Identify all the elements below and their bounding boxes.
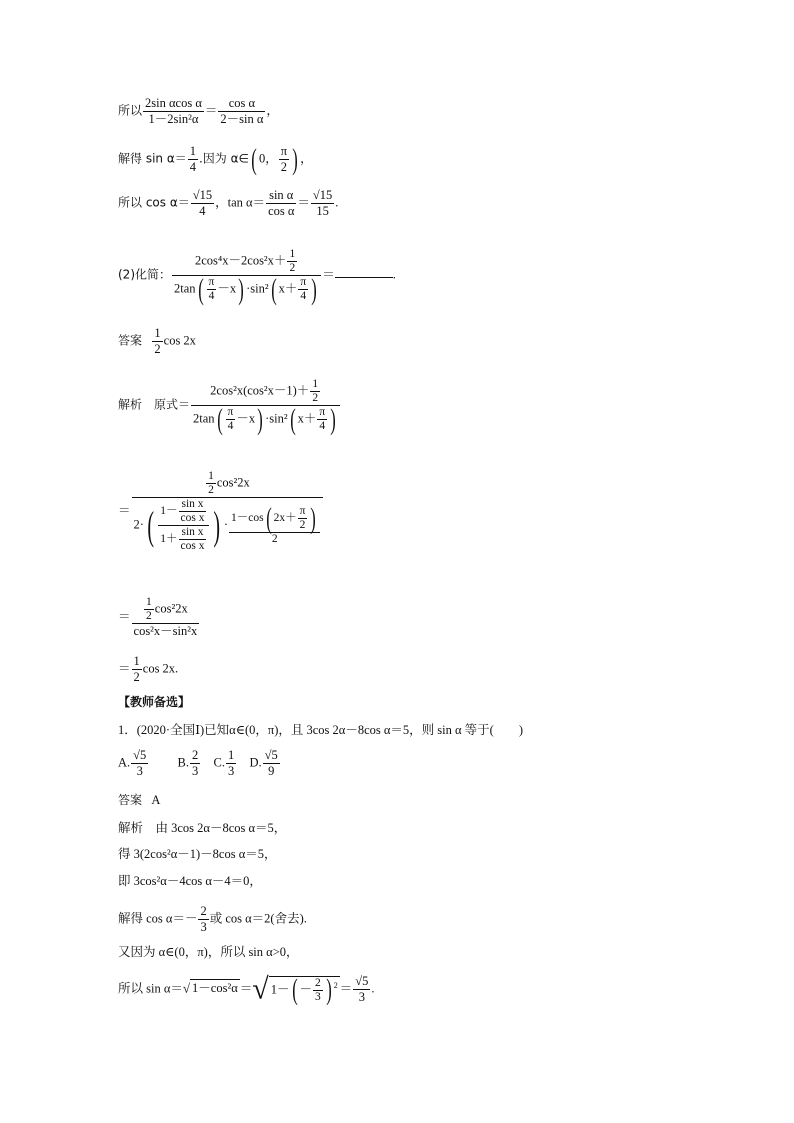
numerator: π [227, 406, 234, 418]
options [118, 748, 281, 779]
denominator [158, 526, 209, 553]
text: ＝ [118, 503, 131, 518]
text: 2tan [193, 411, 215, 426]
paren: ) [326, 973, 332, 1006]
numerator: sin x [179, 498, 207, 512]
numerator: 1 [312, 378, 319, 390]
denominator: 1－2sin²α [148, 112, 199, 126]
text: ＝ [339, 981, 353, 996]
text: cos²2x [216, 475, 250, 490]
fraction [132, 654, 142, 685]
fraction [266, 188, 296, 219]
answer-label: 答案 [118, 793, 143, 807]
denominator: cos x [180, 512, 205, 524]
text: － [299, 981, 313, 996]
line-cos-tan [118, 188, 338, 219]
numerator: π [319, 406, 326, 418]
text: －x [236, 411, 256, 426]
exponent: 2 [333, 980, 338, 990]
text: ＝ [204, 103, 218, 118]
fraction [158, 498, 209, 553]
paren: ( [291, 973, 298, 1006]
answer-value: A [151, 793, 161, 807]
text: ＝ [322, 267, 335, 282]
denominator [132, 498, 324, 553]
numerator: √5 [355, 974, 369, 988]
fraction [298, 505, 308, 532]
numerator [158, 498, 209, 526]
text: . [371, 981, 375, 996]
text: 1－ [160, 505, 178, 518]
fraction [218, 96, 265, 127]
option-d-label: D. [249, 755, 262, 770]
text: 所以 [118, 103, 143, 118]
numerator: sin x [179, 526, 207, 540]
text: 2x＋ [273, 512, 297, 525]
text: x＋ [297, 411, 317, 426]
denominator: 2 [208, 484, 214, 496]
text: 所以 sin α＝ [118, 981, 183, 996]
line-ratio [118, 96, 279, 127]
explain-5: 又因为 α∈(0，π)，所以 sin α>0， [118, 945, 299, 959]
text: 2cos²x(cos²x－1)＋ [210, 383, 310, 398]
denominator: 2 [289, 262, 296, 274]
paren: ( [265, 502, 272, 535]
option-a-label: A. [118, 755, 131, 770]
denominator: cos α [268, 204, 295, 218]
paren: ( [289, 403, 296, 436]
explain-6 [118, 974, 375, 1005]
paren: ) [257, 403, 263, 436]
paren: ( [270, 273, 277, 306]
text: ＝ [118, 661, 131, 676]
text: 1＋ [160, 533, 178, 546]
numerator [132, 470, 324, 498]
numerator: √5 [133, 748, 147, 762]
paren: ( [216, 403, 223, 436]
denominator: 3 [358, 990, 365, 1004]
solution-line-4 [118, 654, 178, 685]
fraction [279, 144, 289, 175]
denominator: 2 [154, 342, 161, 356]
fraction [310, 378, 320, 405]
text: ， [266, 103, 279, 118]
fraction [143, 96, 204, 127]
text: cos 2x. [142, 661, 179, 676]
option-d-value [263, 748, 280, 779]
numerator [191, 378, 340, 406]
fraction [226, 406, 236, 433]
denominator: 3 [136, 764, 143, 778]
denominator: 4 [227, 420, 234, 432]
numerator: π [208, 276, 215, 288]
denominator [172, 273, 321, 306]
paren: ) [238, 273, 244, 306]
text: 解得 sin α＝ [118, 151, 187, 166]
denominator: 2 [271, 533, 278, 545]
denominator: 2 [146, 610, 152, 622]
fraction [287, 248, 297, 275]
text: · [223, 517, 228, 532]
fraction [188, 144, 198, 175]
radicand [269, 973, 340, 1006]
paren: ) [330, 403, 336, 436]
text: . [335, 195, 339, 210]
numerator: 2 [192, 748, 199, 762]
fraction [132, 596, 200, 639]
fraction [152, 326, 162, 357]
text: ＝ [239, 981, 253, 996]
text: ·sin² [246, 281, 269, 296]
numerator: 1 [289, 248, 296, 260]
paren: ( [251, 142, 257, 176]
numerator: 1 [189, 144, 196, 158]
fraction [317, 406, 327, 433]
text: x＋ [278, 281, 298, 296]
numerator: 1 [208, 470, 214, 482]
explain-4 [118, 904, 307, 935]
text: . [392, 267, 396, 282]
numerator: 2sin αcos α [145, 96, 202, 110]
numerator [229, 502, 320, 535]
option-b-label: B. [177, 755, 189, 770]
text: ＝ [297, 195, 310, 210]
text: cos 2x [163, 333, 196, 348]
text: ＝ [118, 609, 131, 624]
numerator: π [299, 505, 306, 517]
denominator: 3 [227, 764, 235, 778]
numerator: π [300, 276, 307, 288]
numerator: √15 [192, 188, 213, 202]
solution-line-3 [118, 596, 200, 639]
text: ， [300, 151, 313, 166]
numerator: π [280, 144, 288, 158]
numerator [132, 596, 200, 624]
text: 1－ [270, 981, 290, 996]
fraction [191, 188, 214, 219]
numerator: 1 [146, 596, 152, 608]
numerator: 1 [154, 326, 161, 340]
answer-line [118, 326, 196, 357]
fraction [191, 378, 340, 436]
fraction [229, 502, 320, 546]
answer-2 [118, 792, 160, 808]
denominator: 3 [200, 920, 207, 934]
text: cos²2x [154, 601, 188, 616]
fraction [313, 977, 323, 1004]
denominator: cos²x－sin²x [133, 624, 198, 638]
text: 0， [258, 151, 278, 166]
solution-line-2 [118, 470, 324, 553]
denominator: 2－sin α [220, 112, 264, 126]
text: －x [217, 281, 237, 296]
denominator: 3 [192, 764, 199, 778]
text: 或 cos α＝2(舍去). [209, 911, 307, 926]
radical-sign: √ [252, 972, 269, 1006]
question-2 [118, 248, 396, 306]
numerator: √5 [264, 748, 278, 762]
denominator: 2 [299, 519, 306, 531]
paren: ) [310, 502, 317, 535]
numerator: √15 [312, 188, 333, 202]
numerator: 2 [315, 976, 321, 989]
problem-1: 1．(2020·全国Ⅰ)已知α∈(0，π)，且 3cos 2α－8cos α＝5，则 sin α 等于( ) [118, 723, 523, 737]
explain-3: 即 3cos²α－4cos α－4＝0， [118, 874, 262, 888]
paren: ( [197, 273, 204, 306]
fraction [298, 276, 308, 303]
denominator: 4 [208, 290, 215, 302]
text: 2cos⁴x－2cos²x＋ [195, 253, 287, 268]
fraction [353, 974, 370, 1005]
numerator: 1 [133, 654, 140, 668]
denominator: cos x [180, 540, 205, 552]
fraction [144, 596, 154, 623]
denominator: 4 [319, 420, 326, 432]
text: (2)化简： [118, 267, 171, 282]
denominator: 2 [312, 392, 319, 404]
fraction [207, 276, 217, 303]
fraction [206, 470, 216, 497]
text: 2· [133, 517, 144, 532]
solution-line-1 [118, 378, 341, 436]
text: 1－cos [230, 512, 264, 525]
fraction [311, 188, 334, 219]
text: ·sin² [265, 411, 288, 426]
paren: ) [311, 273, 317, 306]
line-solve-sin [118, 144, 313, 175]
numerator: 2 [200, 904, 207, 918]
paren: ) [292, 142, 298, 176]
denominator [191, 403, 340, 436]
denominator: 2 [280, 160, 288, 174]
option-a-value [131, 748, 148, 779]
fraction [179, 526, 207, 553]
fraction [198, 904, 208, 935]
denominator: 2 [133, 670, 140, 684]
numerator: sin α [266, 188, 296, 204]
option-c-label: C. [213, 755, 225, 770]
denominator: 9 [268, 764, 275, 778]
numerator [172, 248, 321, 276]
denominator: 4 [300, 290, 307, 302]
text: 所以 cos α＝ [118, 195, 190, 210]
fraction [179, 498, 207, 525]
numerator: 1 [227, 748, 235, 762]
text: .因为 α∈ [198, 151, 249, 166]
explain-1: 解析 由 3cos 2α－8cos α＝5， [118, 821, 287, 835]
solution-label: 解析 原式＝ [118, 397, 191, 412]
explain-2: 得 3(2cos²α－1)－8cos α＝5， [118, 847, 277, 861]
fraction [172, 248, 321, 306]
fraction [132, 470, 324, 553]
radical-sign: √ [182, 980, 191, 996]
option-c-value [226, 748, 236, 779]
text: ，tan α＝ [215, 195, 266, 210]
text: 解得 cos α＝－ [118, 911, 198, 926]
denominator: 15 [316, 204, 329, 218]
radicand: 1－cos²α [192, 981, 238, 996]
answer-label: 答案 [118, 333, 143, 348]
denominator: 4 [199, 204, 206, 218]
denominator: 4 [189, 160, 196, 174]
denominator: 3 [315, 990, 321, 1003]
option-b-value [190, 748, 200, 779]
paren: ) [213, 503, 221, 548]
text: 2tan [174, 281, 196, 296]
answer-blank [335, 267, 393, 278]
numerator: cos α [218, 96, 265, 112]
paren: ( [147, 503, 154, 548]
teacher-section-title: 【教师备选】 [118, 695, 191, 709]
